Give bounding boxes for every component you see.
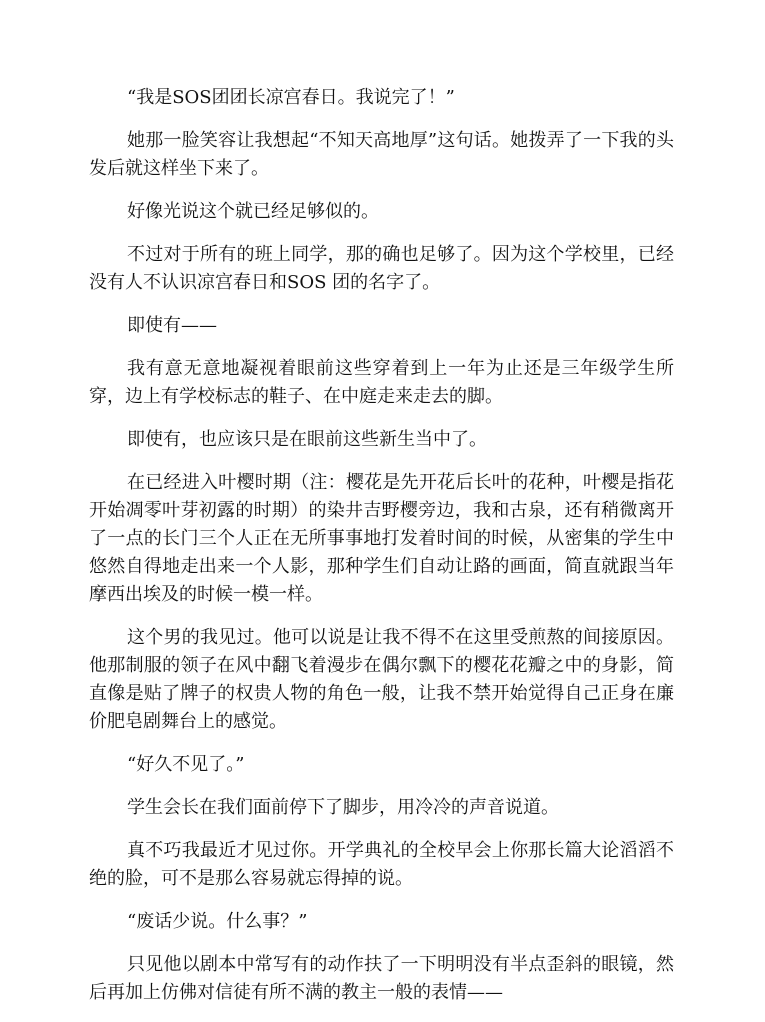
paragraph-3: 好像光说这个就已经足够似的。 [127,201,379,222]
paragraph-5: 即使有—— [127,315,217,336]
paragraph-1: “我是SOS团团长凉宫春日。我说完了！” [127,87,455,108]
paragraph-8: 在已经进入叶樱时期（注：樱花是先开花后长叶的花种，叶樱是指花开始凋零叶芽初露的时期）的染井吉野樱旁边，我和古泉，还有稍微离开了一点的长门三个人正在无所事事地打发着时间的时候，从密集的学生中悠然自得地走出来一个人影，那种学生们自动让路的画面，简直就跟当年摩西出埃及的时候一模一样。 [89,472,674,605]
paragraph-4: 不过对于所有的班上同学，那的确也足够了。因为这个学校里，已经没有人不认识凉宫春日和SOS 团的名字了。 [89,244,674,293]
paragraph-13: “废话少说。什么事？” [127,911,308,932]
paragraph-9: 这个男的我见过。他可以说是让我不得不在这里受煎熬的间接原因。他那制服的领子在风中翻飞着漫步在偶尔飘下的樱花花瓣之中的身影，简直像是贴了牌子的权贵人物的角色一般，让我不禁开始觉得自己正身在廉价肥皂剧舞台上的感觉。 [89,627,674,732]
paragraph-10: “好久不见了。” [127,754,245,775]
paragraph-7: 即使有，也应该只是在眼前这些新生当中了。 [127,429,487,450]
document-page [89,84,674,1022]
paragraph-6: 我有意无意地凝视着眼前这些穿着到上一年为止还是三年级学生所穿，边上有学校标志的鞋子、在中庭走来走去的脚。 [89,358,674,407]
paragraph-14: 只见他以剧本中常写有的动作扶了一下明明没有半点歪斜的眼镜，然后再加上仿佛对信徒有所不满的教主一般的表情—— [89,954,674,1003]
paragraph-12: 真不巧我最近才见过你。开学典礼的全校早会上你那长篇大论滔滔不绝的脸，可不是那么容易就忘得掉的说。 [89,840,674,889]
paragraph-2: 她那一脸笑容让我想起“不知天高地厚”这句话。她拨弄了一下我的头发后就这样坐下来了。 [89,130,674,179]
paragraph-11: 学生会长在我们面前停下了脚步，用冷冷的声音说道。 [127,797,559,818]
